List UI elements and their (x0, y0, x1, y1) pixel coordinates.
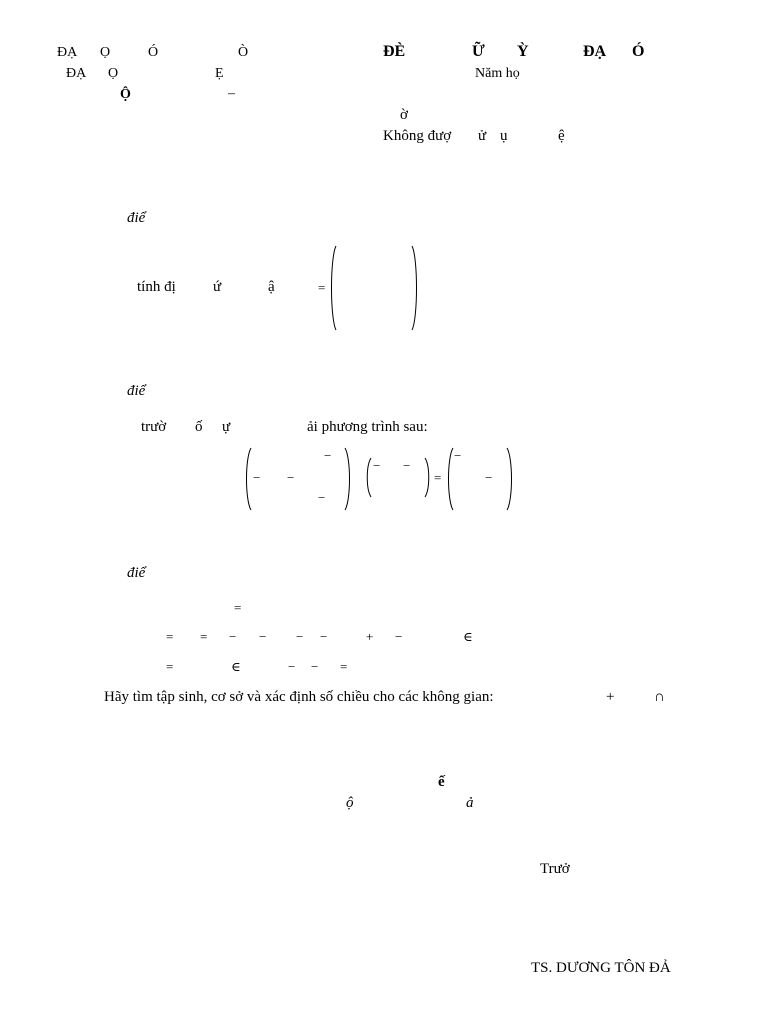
matrix-1-entry: − (318, 490, 326, 505)
subspace-w1-symbol: − (259, 629, 267, 644)
question-1-text-fragment: ứ (213, 279, 222, 295)
question-2-text-fragment: trườ (141, 419, 167, 435)
notice-fragment: Không đượ (383, 128, 452, 144)
question-2-text-fragment: ự (222, 419, 231, 435)
faculty-name-fragment: Ẹ (215, 66, 224, 81)
subspace-w1-symbol: = (166, 629, 174, 644)
school-name-fragment: Ọ (100, 45, 111, 60)
question-1-text-fragment: ậ (268, 279, 275, 295)
matrix-3-entry: − (485, 470, 493, 485)
matrix-3-left-bracket (449, 448, 454, 510)
subspace-w1-symbol: − (320, 629, 328, 644)
sum-symbol: + (606, 689, 615, 705)
subspace-w1-symbol: = (200, 629, 208, 644)
exam-title-fragment: ĐẠ (583, 43, 607, 60)
notice-fragment: ụ (500, 128, 508, 144)
subspace-w2-symbol: − (311, 659, 319, 674)
subspace-w1-symbol: ∈ (463, 629, 473, 644)
signer-name: TS. DƯƠNG TÔN ĐẢ (531, 960, 671, 976)
faculty-name-fragment: ĐẠ (66, 66, 87, 81)
question-2-points: điể (127, 383, 146, 399)
subspace-w1-symbol: − (395, 629, 403, 644)
academic-year-label: Năm họ (475, 66, 520, 81)
school-name-fragment: ĐẠ (57, 45, 78, 60)
department-dash: – (228, 86, 235, 101)
exam-title-fragment: ĐÈ (383, 43, 406, 60)
end-of-exam-mark: ế (438, 774, 445, 790)
matrix-1-entry: − (324, 448, 332, 463)
faculty-name-fragment: Ọ (108, 66, 119, 81)
matrix-3-entry: − (454, 448, 462, 463)
matrix-q1-right-bracket (412, 246, 417, 330)
equation-equals: = (434, 470, 442, 485)
question-3-points: điể (127, 565, 146, 581)
subspace-w2-symbol: = (166, 659, 174, 674)
question-2-text-fragment: ố (195, 419, 203, 435)
matrix-1-right-bracket (345, 448, 350, 510)
question-1-points: điể (127, 210, 146, 226)
question-1-equals: = (318, 280, 326, 295)
matrix-3-right-bracket (507, 448, 512, 510)
matrix-1-entry: − (287, 470, 295, 485)
subspace-w1-symbol: − (296, 629, 304, 644)
question-1-text-fragment: tính đị (137, 279, 176, 295)
question-2-text-fragment: ải phương trình sau: (307, 419, 428, 435)
subspace-w1-symbol: + (366, 629, 374, 644)
subspace-w2-symbol: ∈ (231, 659, 241, 674)
matrix-2-left-bracket (367, 458, 371, 497)
footer-note-fragment: ả (466, 795, 474, 811)
exam-title-fragment: Ữ (472, 43, 485, 60)
matrix-q1-left-bracket (332, 246, 337, 330)
matrix-2-entry: − (403, 458, 411, 473)
department-name-fragment: Ộ (120, 87, 131, 102)
subspace-w2-symbol: = (340, 659, 348, 674)
notice-fragment: ệ (558, 128, 565, 144)
subspace-w2-symbol: − (288, 659, 296, 674)
signer-role: Trưở (540, 861, 570, 877)
matrix-1-entry: − (253, 470, 261, 485)
time-label: ờ (400, 107, 408, 123)
question-3-task: Hãy tìm tập sinh, cơ sở và xác định số chiều cho các không gian: (104, 689, 494, 705)
school-name-fragment: Ó (148, 45, 159, 60)
intersection-symbol: ∩ (654, 689, 665, 705)
matrix-2-entry: − (373, 458, 381, 473)
exam-title-fragment: Ỳ (517, 43, 529, 60)
school-name-fragment: Ò (238, 45, 249, 60)
matrix-2-right-bracket (425, 458, 429, 497)
subspace-definition-symbol: = (234, 600, 242, 615)
notice-fragment: ử (478, 128, 487, 144)
subspace-w1-symbol: − (229, 629, 237, 644)
matrix-1-left-bracket (247, 448, 252, 510)
footer-note-fragment: ộ (346, 795, 354, 811)
exam-title-fragment: Ó (632, 43, 645, 60)
